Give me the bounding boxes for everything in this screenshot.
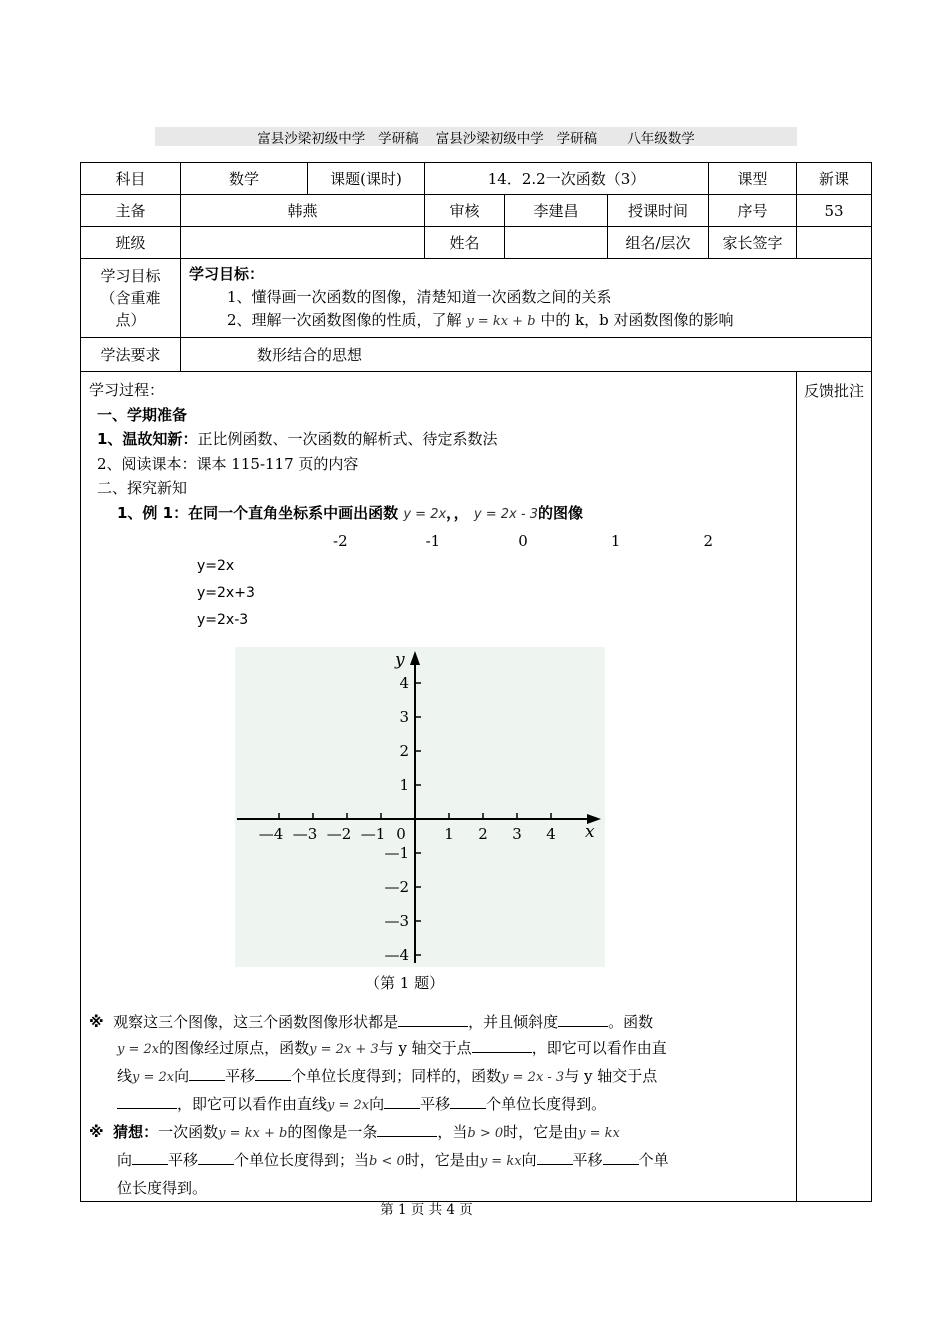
answer-blank[interactable]: [603, 1150, 639, 1165]
y-tick-label: —3: [384, 911, 409, 930]
note-mark: ※: [89, 1123, 104, 1141]
method-row: [81, 338, 872, 372]
guess-text: ，当: [437, 1123, 468, 1141]
subject-label: 科目: [81, 163, 181, 195]
serial-value: 53: [797, 195, 872, 227]
name-field[interactable]: [505, 227, 608, 259]
obs-text: 向: [369, 1095, 385, 1113]
figure-caption: （第 1 题）: [365, 973, 445, 992]
teaching-time-label: 授课时间: [608, 195, 709, 227]
process-row: [81, 372, 872, 1202]
goal-text: 中的 k，b 对函数图像的影响: [540, 311, 734, 329]
page-footer: 第 1 页 共 4 页: [380, 1202, 473, 1218]
preparer-value: 韩燕: [181, 195, 425, 227]
answer-blank[interactable]: [472, 1038, 532, 1053]
document-header: 富县沙梁初级中学 学研稿 富县沙梁初级中学 学研稿 八年级数学: [155, 127, 797, 146]
answer-blank[interactable]: [377, 1122, 437, 1137]
guess-text: 向: [521, 1151, 537, 1169]
y-tick-label: 1: [399, 775, 409, 794]
class-field[interactable]: [181, 227, 425, 259]
x-tick-label: 1: [444, 824, 454, 843]
guess-text: 个单位长度得到；当: [234, 1151, 370, 1169]
y-tick-label: 2: [399, 741, 409, 760]
y-tick-label: 4: [399, 673, 409, 692]
x-tick-label: —3: [292, 824, 318, 843]
x-tick-label: 0: [396, 824, 406, 843]
process-content: [81, 372, 797, 1202]
serial-label: 序号: [709, 195, 797, 227]
coordinate-grid: [235, 647, 605, 967]
function-row: y=2x-3: [197, 611, 249, 628]
class-label: 班级: [81, 227, 181, 259]
example-text: ，，: [446, 503, 469, 522]
guess-text: 平移: [168, 1151, 199, 1169]
answer-blank[interactable]: [450, 1094, 486, 1109]
info-row-3: [81, 227, 872, 259]
x-tick-label: 4: [546, 824, 556, 843]
goals-label-line: （含重难: [100, 289, 161, 307]
obs-text: 个单位长度得到。: [486, 1095, 607, 1113]
parent-sign-label: 家长签字: [709, 227, 797, 259]
conjecture-label: 猜想：: [113, 1123, 159, 1141]
formula: y = 2x: [117, 1042, 160, 1057]
x-tick-label: —1: [360, 824, 386, 843]
review-text: 正比例函数、一次函数的解析式、待定系数法: [197, 430, 498, 448]
obs-text: 线: [117, 1067, 133, 1085]
name-label: 姓名: [425, 227, 505, 259]
parent-sign-field[interactable]: [797, 227, 872, 259]
x-values-row: [333, 529, 796, 554]
lesson-type-label: 课型: [709, 163, 797, 195]
x-tick-label: 2: [478, 824, 488, 843]
example-text: 的图像: [537, 503, 583, 522]
goals-heading: 学习目标：: [189, 265, 265, 283]
formula: y = 2x: [403, 506, 447, 522]
lesson-type-value: 新课: [797, 163, 872, 195]
obs-text: 平移: [225, 1067, 256, 1085]
method-value: 数形结合的思想: [181, 338, 872, 372]
y-axis-label: y: [395, 649, 405, 670]
goal-text: 2、理解一次函数图像的性质，了解: [227, 311, 462, 329]
formula: y = kx + b: [466, 314, 536, 329]
topic-label: 课题(课时): [308, 163, 425, 195]
answer-blank[interactable]: [189, 1066, 225, 1081]
formula: y = 2x: [327, 1098, 370, 1113]
x-tick-label: —2: [326, 824, 352, 843]
obs-text: ，并且倾斜度: [468, 1013, 559, 1031]
group-label: 组名/层次: [608, 227, 709, 259]
info-row-1: [81, 163, 872, 195]
answer-blank[interactable]: [255, 1066, 291, 1081]
obs-text: ，即它可以看作由直: [531, 1039, 667, 1057]
example-text: 1、例 1：在同一个直角坐标系中画出函数: [117, 503, 399, 522]
x-axis-label: x: [585, 821, 595, 842]
formula: y = kx: [578, 1126, 620, 1141]
answer-blank[interactable]: [384, 1094, 420, 1109]
y-tick-label: —1: [384, 843, 409, 862]
preparer-label: 主备: [81, 195, 181, 227]
formula: y = 2x - 3: [501, 1070, 565, 1085]
function-row: y=2x+3: [197, 584, 255, 601]
guess-text: 的图像是一条: [287, 1123, 378, 1141]
review-line: [89, 427, 796, 452]
function-row: y=2x: [197, 557, 235, 574]
formula: y = 2x: [132, 1070, 175, 1085]
section-heading: 一、学期准备: [97, 405, 188, 424]
topic-value: 14．2.2一次函数（3）: [425, 163, 709, 195]
answer-blank[interactable]: [117, 1094, 177, 1109]
info-row-2: [81, 195, 872, 227]
obs-text: 与 y 轴交于点: [378, 1039, 472, 1057]
answer-blank[interactable]: [398, 1012, 468, 1027]
guess-text: 个单: [638, 1151, 669, 1169]
answer-blank[interactable]: [198, 1150, 234, 1165]
subject-value: 数学: [181, 163, 308, 195]
answer-blank[interactable]: [558, 1012, 608, 1027]
y-tick-label: —2: [384, 877, 409, 896]
formula: y = 2x + 3: [309, 1042, 379, 1057]
method-label: 学法要求: [81, 338, 181, 372]
observation-text: [89, 1009, 796, 1119]
obs-text: ，即它可以看作由直线: [177, 1095, 328, 1113]
formula: y = 2x - 3: [473, 506, 538, 522]
x-value: -2: [333, 532, 348, 550]
obs-text: 观察这三个图像，这三个函数图像形状都是: [113, 1013, 399, 1031]
guess-text: 向: [117, 1151, 133, 1169]
formula: b > 0: [467, 1126, 504, 1141]
goals-content: [181, 259, 872, 338]
goal-item-2: [189, 309, 863, 333]
coordinate-plane-svg: [235, 647, 605, 967]
reviewer-label: 审核: [425, 195, 505, 227]
goals-label-line: 点）: [115, 311, 146, 329]
process-title: 学习过程：: [89, 381, 165, 399]
goals-label: [81, 259, 181, 338]
goals-row: [81, 259, 872, 338]
observation-block: [89, 1009, 796, 1201]
guess-text: 时，它是由: [404, 1151, 480, 1169]
conjecture-text: [89, 1119, 796, 1201]
goals-label-line: 学习目标: [100, 267, 161, 285]
obs-text: 的图像经过原点，函数: [159, 1039, 310, 1057]
guess-text: 一次函数: [158, 1123, 219, 1141]
lesson-plan-table: [80, 162, 872, 1202]
formula: b < 0: [369, 1154, 405, 1169]
answer-blank[interactable]: [132, 1150, 168, 1165]
answer-blank[interactable]: [537, 1150, 573, 1165]
feedback-column: 反馈批注: [797, 372, 872, 1202]
obs-text: 与 y 轴交于点: [564, 1067, 658, 1085]
obs-text: 个单位长度得到；同样的，函数: [291, 1067, 502, 1085]
note-mark: ※: [89, 1013, 104, 1031]
reading-line: 2、阅读课本：课本 115-117 页的内容: [97, 454, 359, 473]
y-axis-arrow: [410, 651, 420, 665]
obs-text: 平移: [420, 1095, 451, 1113]
obs-text: 。函数: [608, 1013, 654, 1031]
review-label: 1、温故知新：: [97, 430, 198, 448]
y-tick-label: —4: [384, 945, 409, 964]
x-tick-label: —4: [258, 824, 284, 843]
guess-text: 位长度得到。: [117, 1179, 208, 1197]
section-heading: 二、探究新知: [97, 479, 188, 497]
x-value: 0: [518, 532, 528, 550]
obs-text: 向: [174, 1067, 190, 1085]
x-value: -1: [425, 532, 441, 550]
formula: y = kx + b: [218, 1126, 288, 1141]
reviewer-value: 李建昌: [505, 195, 608, 227]
x-value: 1: [610, 532, 621, 550]
formula: y = kx: [479, 1154, 522, 1169]
guess-text: 时，它是由: [503, 1123, 579, 1141]
x-value: 2: [703, 532, 713, 550]
example-1: [89, 501, 796, 528]
x-tick-label: 3: [512, 824, 522, 843]
y-tick-label: 3: [399, 707, 409, 726]
goal-item-1: 1、懂得画一次函数的图像，清楚知道一次函数之间的关系: [227, 288, 612, 306]
guess-text: 平移: [572, 1151, 603, 1169]
